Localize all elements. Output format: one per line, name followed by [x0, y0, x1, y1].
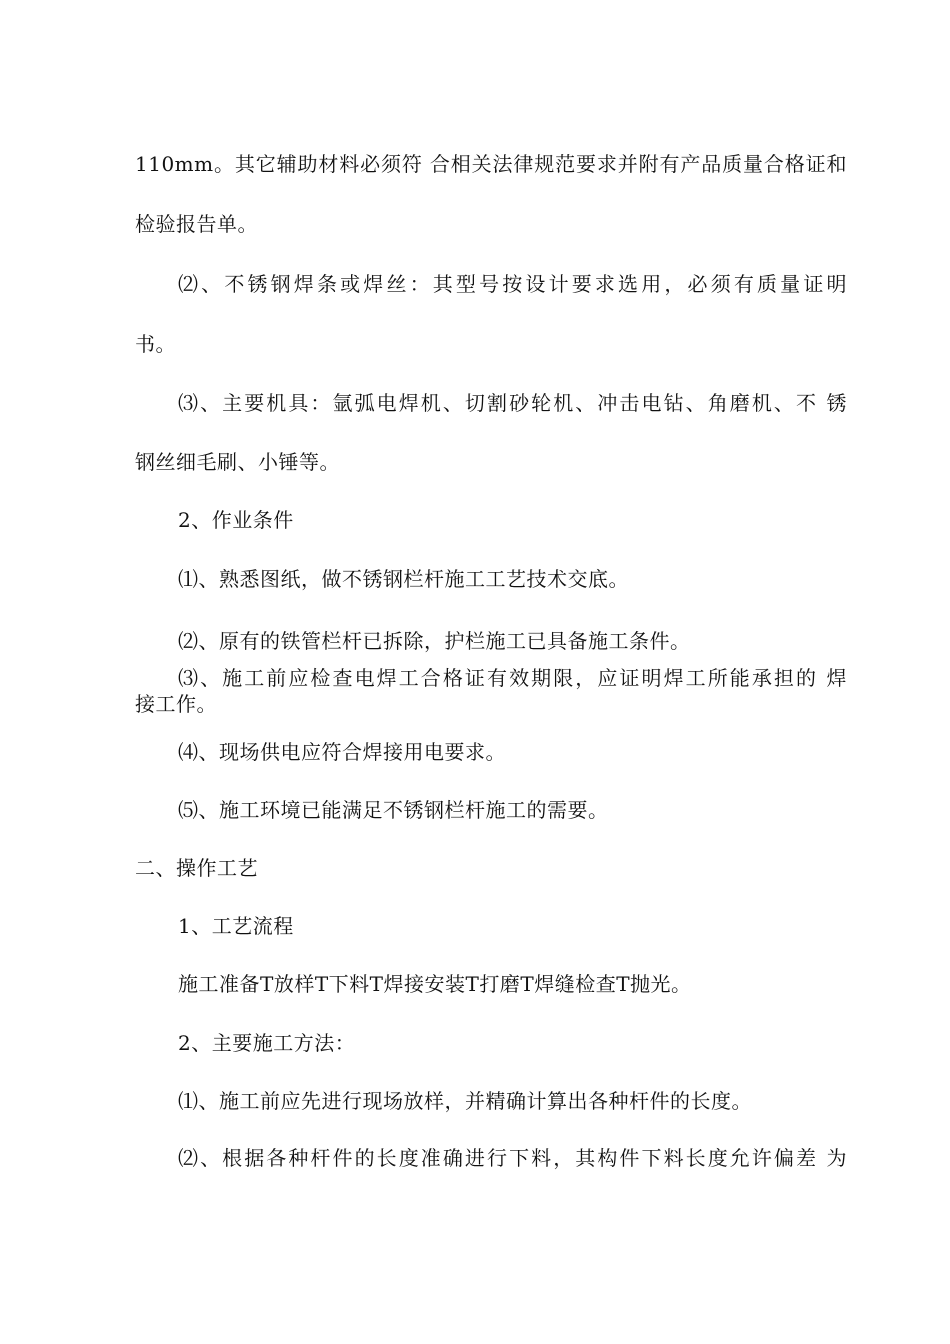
- section-heading-operation-process: 二、操作工艺: [135, 856, 258, 880]
- section-heading-work-conditions: 2、作业条件: [178, 508, 294, 532]
- text-line-11: 接工作。: [135, 692, 217, 716]
- text-line-8: ⑴、熟悉图纸，做不锈钢栏杆施工工艺技术交底。: [178, 567, 629, 591]
- text-line-3: ⑵、不锈钢焊条或焊丝：其型号按设计要求选用，必须有质量证明: [178, 272, 847, 296]
- text-line-4: 书。: [135, 332, 176, 356]
- text-line-19: ⑵、根据各种杆件的长度准确进行下料，其构件下料长度允许偏差 为: [178, 1146, 847, 1170]
- text-line-9: ⑵、原有的铁管栏杆已拆除，护栏施工已具备施工条件。: [178, 629, 691, 653]
- text-line-6: 钢丝细毛刷、小锤等。: [135, 450, 340, 474]
- text-line-16: 施工准备T放样T下料T焊接安装T打磨T焊缝检查T抛光。: [178, 972, 692, 996]
- text-line-2: 检验报告单。: [135, 212, 258, 236]
- section-heading-process-flow: 1、工艺流程: [178, 914, 294, 938]
- section-heading-construction-methods: 2、主要施工方法：: [178, 1031, 356, 1055]
- text-line-13: ⑸、施工环境已能满足不锈钢栏杆施工的需要。: [178, 798, 609, 822]
- text-line-18: ⑴、施工前应先进行现场放样，并精确计算出各种杆件的长度。: [178, 1089, 752, 1113]
- text-line-10: ⑶、施工前应检查电焊工合格证有效期限，应证明焊工所能承担的 焊: [178, 666, 847, 690]
- text-line-12: ⑷、现场供电应符合焊接用电要求。: [178, 740, 506, 764]
- text-line-1: 110mm。其它辅助材料必须符 合相关法律规范要求并附有产品质量合格证和: [135, 152, 847, 176]
- text-line-5: ⑶、主要机具：氩弧电焊机、切割砂轮机、冲击电钻、角磨机、不 锈: [178, 391, 847, 415]
